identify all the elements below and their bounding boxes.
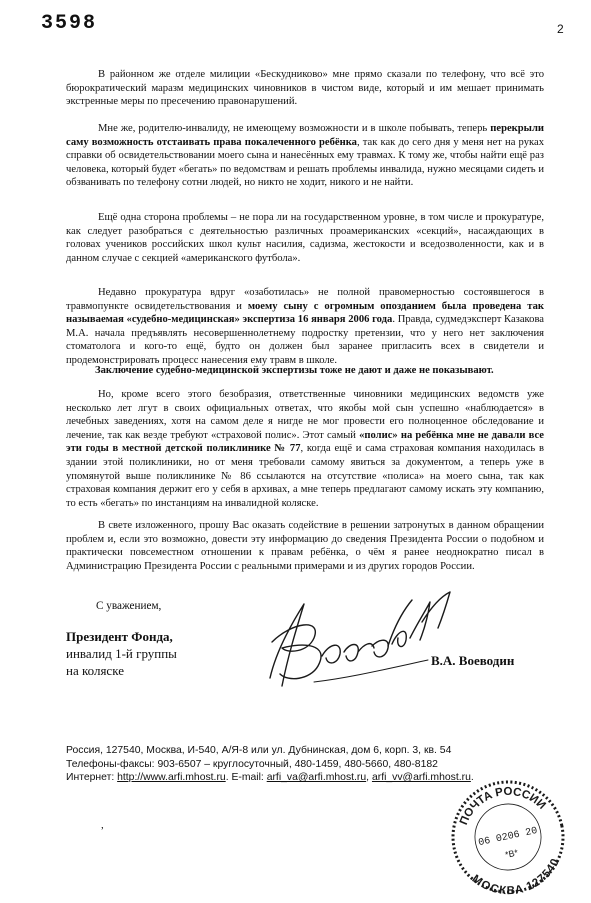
signer-title-line2: инвалид 1-й группы <box>66 646 177 661</box>
text-run: Ещё одна сторона проблемы – не пора ли на государственном уровне, в том числе и прокуратуре, как следует разобраться с деятельностью различных проамериканских «секций», насаждающих в головах учеников российских школ культ насилия, садизма, жестокости и вседозволенности, как и в данном случае с секцией «американского футбола». <box>66 212 544 264</box>
postmark-bottom-text: МОСКВА 127540 <box>469 857 562 897</box>
contact-address: Россия, 127540, Москва, И-540, А/Я-8 или ул. Дубнинская, дом 6, корп. 3, кв. 54 <box>66 745 452 756</box>
paragraph-3 <box>66 211 544 265</box>
stray-mark: , <box>101 819 104 831</box>
bold-text-run: перекрыли саму возможность отстаивать права покалеченного ребёнка <box>66 123 544 148</box>
text-run: , когда ещё и сама страховая компания находилась в здании этой поликлиники, но от меня требовали самому явиться за документом, а теперь уже в упомянутой выше поликлинике № 86 ссылаются на отсутствие «полиса» на моего сына, так как страховая компания держит его у себя в архивах, а мне теперь предлагают самому искать эту компанию, то есть «бегать» по инстанциям на инвалидной коляске. <box>66 443 545 509</box>
contact-internet <box>66 771 474 785</box>
signer-title-line1: Президент Фонда, <box>66 629 173 644</box>
text-run: . Правда, судмедэксперт Казакова М.А. начала предъявлять несовершеннолетнему подростку претензии, что у него нет заключения стоматолога и кого-то ещё, будто он должен был заранее пригласить всех в свидетели и продемонстрировать процесс нанесения ему травм в школе. <box>66 314 545 366</box>
website-link[interactable]: http://www.arfi.mhost.ru <box>117 772 226 783</box>
contact-block <box>66 744 474 785</box>
text-run: Но, кроме всего этого безобразия, ответственные чиновники медицинских ведомств уже несколько лет лгут в своих официальных ответах, что якобы мой сын успешно «наблюдается» в лечебных заведениях, хотя на самом деле я нигде не мог провести его полноценное обследование и лечение, так как везде требуют «страховой полис». Этот самый <box>66 389 544 441</box>
text-run: , так как до сего дня у меня нет на руках справки об освидетельствовании моего сына и нанесённых ему травмах. К тому же, чтобы найти ещё раз человека, который будет «бегать» по ведомствам и решать проблемы инвалида, нужно месяцами сидеть и обзванивать по телефону сотни людей, но никто не ходит, никого и не найти. <box>66 136 545 189</box>
internet-label: Интернет: <box>66 772 118 783</box>
signer-title <box>66 628 177 679</box>
closing-line: С уважением, <box>96 600 162 612</box>
handwritten-signature <box>252 582 462 694</box>
paragraph-4 <box>66 286 544 368</box>
text-run: В районном же отделе милиции «Бескудниково» мне прямо сказали по телефону, что всё это бюрократический маразм медицинских чиновников в чистом виде, который и им мешает принимать экстренные меры по пресечению правонарушений. <box>66 69 544 108</box>
postmark-top-text: ПОЧТА РОССИИ <box>457 785 548 827</box>
postmark-stamp <box>448 777 568 897</box>
text-run: Мне же, родителю-инвалиду, не имеющему возможности и в школе побывать, теперь <box>98 123 491 134</box>
signer-name: В.А. Воеводин <box>431 653 515 668</box>
postmark-date: 06 0206 20 <box>477 825 539 850</box>
text-run: Недавно прокуратура вдруг «озаботилась» не полной правомерностью состоявшегося в травмопункте освидетельствования и <box>66 287 544 312</box>
paragraph-2 <box>66 122 544 190</box>
heading-expertise: Заключение судебно-медицинской экспертизы тоже не дают и даже не показывают. <box>95 365 494 376</box>
email-label: . E-mail: <box>225 772 267 783</box>
postmark-mark: *В* <box>504 847 519 860</box>
page-number: 2 <box>557 22 564 36</box>
registration-number: 3598 <box>41 12 98 35</box>
bold-text-run: моему сыну с огромным опозданием была проведена так называемая «судебно-медицинская» экспертиза 16 января 2006 года <box>66 300 545 326</box>
email-link-1[interactable]: arfi_va@arfi.mhost.ru <box>266 772 367 783</box>
email-separator: , <box>366 772 372 783</box>
contact-phones: Телефоны-факсы: 903-6507 – круглосуточный, 480-1459, 480-5660, 480-8182 <box>66 758 438 770</box>
paragraph-6 <box>66 519 544 573</box>
paragraph-1 <box>66 68 544 109</box>
signer-title-line3: на коляске <box>66 663 124 678</box>
email-link-2[interactable]: arfi_vv@arfi.mhost.ru <box>371 772 471 783</box>
paragraph-5 <box>66 388 544 510</box>
contact-end: . <box>470 772 474 783</box>
text-run: В свете изложенного, прошу Вас оказать содействие в решении затронутых в данном обращении проблем и, если это возможно, довести эту информацию до сведения Президента России о подобном и практически повсеместном отношении к правам ребёнка, о чём я ранее неоднократно писал в Администрацию Президента России с реальными примерами и из других городов России. <box>66 520 544 572</box>
bold-text-run: «полис» на ребёнка мне не давали все эти годы в местной детской поликлинике № 77 <box>66 429 545 455</box>
